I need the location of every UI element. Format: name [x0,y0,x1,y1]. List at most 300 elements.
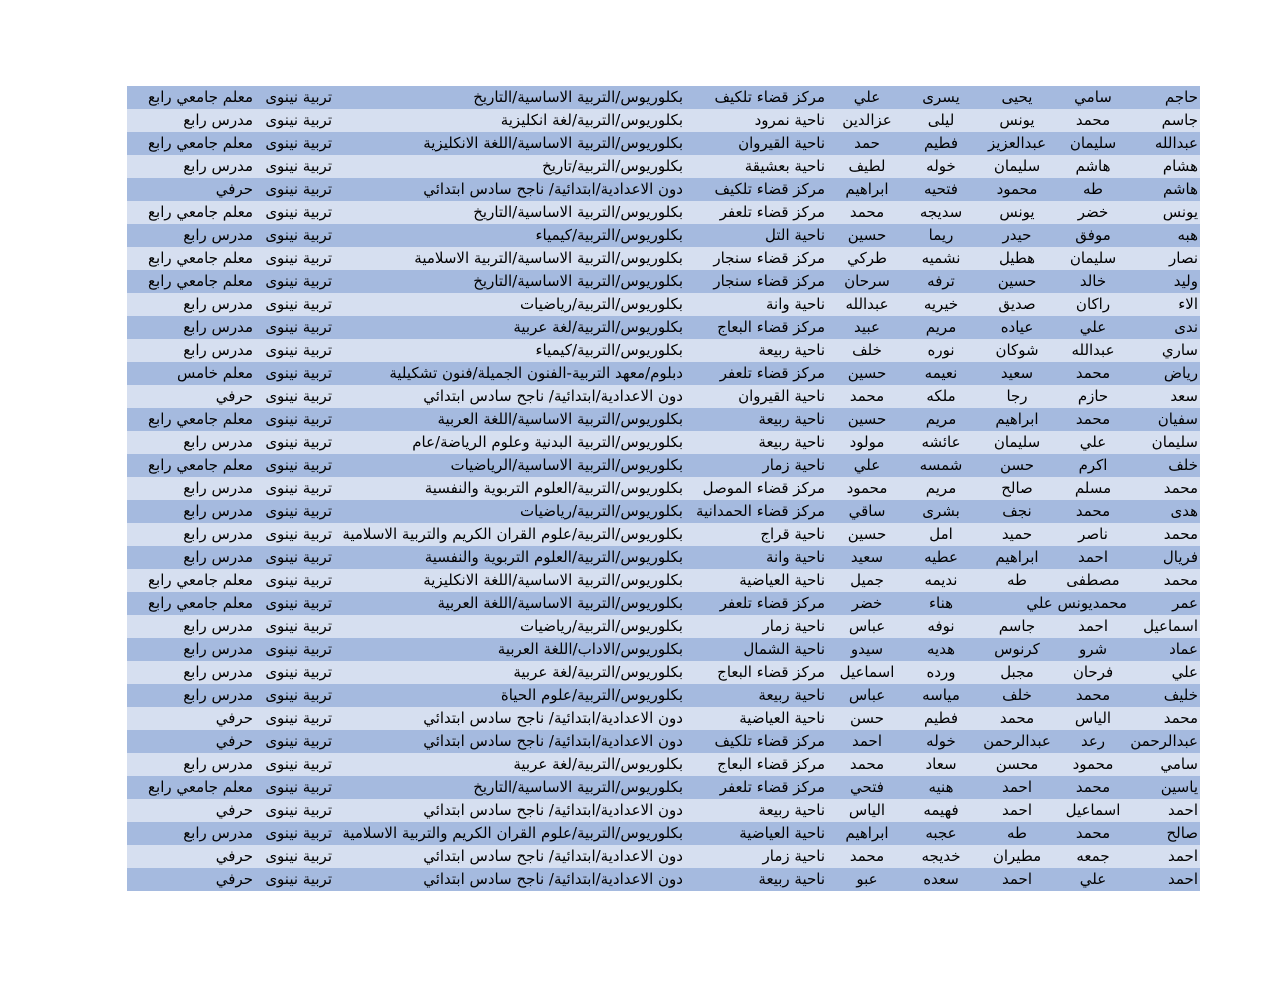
table-cell: بكلوريوس/التربية/لغة عربية [513,663,683,681]
table-cell: صالح [1166,824,1198,842]
table-cell: مركز قضاء تلعفر [719,364,825,382]
table-cell: يونس [1162,203,1198,221]
table-cell: محمد [849,847,885,865]
table-row [127,201,1200,224]
table-cell: سيدو [850,640,884,658]
table-cell: هاشم [1162,180,1198,198]
table-cell: مركز قضاء تلعفر [719,203,825,221]
table-cell: بكلوريوس/التربية/علوم الحياة [500,686,683,704]
table-cell: محسن [995,755,1039,773]
table-cell: بكلوريوس/التربية الاساسية/اللغة الانكليزية [423,571,683,589]
table-cell: حميد [1001,525,1033,543]
table-cell: ناحية القيروان [738,134,825,152]
table-cell: حاجم [1164,88,1198,106]
table-cell: خلف [1002,686,1032,704]
table-cell: محمديونس علي [1026,594,1127,612]
table-cell: وليد [1173,272,1198,290]
table-cell: ناحية العياضية [739,709,825,727]
table-cell: احمد [1002,778,1032,796]
table-cell: فتحي [850,778,884,796]
table-cell: سامي [1074,88,1112,106]
table-cell: بكلوريوس/التربية الاساسية/الرياضيات [450,456,683,474]
table-cell: مريم [925,410,957,428]
table-cell: رجا [1006,387,1028,405]
table-cell: صديق [998,295,1036,313]
table-cell: محمد [1075,410,1111,428]
table-row [127,845,1200,868]
table-row [127,546,1200,569]
table-cell: بكلوريوس/التربية الاساسية/اللغة الانكليزية [423,134,683,152]
table-cell: تربية نينوى [265,157,332,175]
table-cell: معلم جامعي رابع [148,134,253,152]
table-cell: ناحية زمار [762,847,825,865]
table-row [127,431,1200,454]
table-cell: ناحية العياضية [739,824,825,842]
table-cell: دون الاعدادية/ابتدائية/ ناجح سادس ابتدائي [423,180,683,198]
table-cell: مدرس رابع [183,226,253,244]
table-cell: علي [853,88,881,106]
table-cell: محمود [1072,755,1114,773]
table-cell: مياسه [922,686,960,704]
table-cell: ريما [928,226,954,244]
table-cell: مدرس رابع [183,157,253,175]
table-cell: رياض [1163,364,1198,382]
table-cell: اسماعيل [1065,801,1121,819]
table-row [127,224,1200,247]
table-cell: ملكه [926,387,956,405]
table-cell: حرفي [215,709,253,727]
table-cell: تربية نينوى [265,824,332,842]
table-cell: بكلوريوس/التربية/كيمياء [535,226,683,244]
table-cell: هنيه [928,778,954,796]
table-cell: هناء [928,594,954,612]
table-cell: نجف [1002,502,1032,520]
table-cell: تربية نينوى [265,226,332,244]
table-cell: تربية نينوى [265,341,332,359]
table-cell: سليمان [993,157,1041,175]
table-row [127,615,1200,638]
table-cell: مدرس رابع [183,479,253,497]
table-row [127,408,1200,431]
table-cell: بكلوريوس/التربية الاساسية/اللغة العربية [437,410,683,428]
table-cell: ابراهيم [995,410,1039,428]
table-cell: تربية نينوى [265,640,332,658]
table-cell: خضر [1077,203,1109,221]
table-cell: بكلوريوس/التربية/علوم القران الكريم والتربية الاسلامية [342,824,683,842]
table-cell: تربية نينوى [265,870,332,888]
table-cell: عبو [856,870,878,888]
table-cell: عبدالعزيز [987,134,1047,152]
table-cell: بكلوريوس/التربية/لغة عربية [513,755,683,773]
table-row [127,155,1200,178]
table-cell: مدرس رابع [183,433,253,451]
table-cell: عبدالرحمن [983,732,1051,750]
table-cell: معلم جامعي رابع [148,249,253,267]
table-cell: نديمه [924,571,958,589]
table-cell: معلم جامعي رابع [148,778,253,796]
table-cell: مطيران [992,847,1042,865]
table-cell: تربية نينوى [265,203,332,221]
table-cell: حسين [847,410,887,428]
table-cell: سرحان [844,272,890,290]
table-cell: دون الاعدادية/ابتدائية/ ناجح سادس ابتدائي [423,387,683,405]
table-cell: موفق [1075,226,1111,244]
table-cell: حرفي [215,801,253,819]
table-cell: بكلوريوس/التربية الاساسية/التاريخ [473,88,683,106]
table-cell: ناحية ربيعة [758,341,825,359]
table-cell: شمسه [919,456,963,474]
table-cell: مركز قضاء سنجار [713,249,825,267]
table-cell: خالد [1079,272,1107,290]
table-cell: جاسم [998,617,1036,635]
table-row [127,109,1200,132]
table-cell: فريال [1162,548,1198,566]
table-cell: عبدالله [1154,134,1198,152]
table-cell: مركز قضاء سنجار [713,272,825,290]
table-cell: ناحية زمار [762,456,825,474]
table-cell: سعد [1170,387,1198,405]
table-cell: ناحية العياضية [739,571,825,589]
table-cell: محمد [1075,502,1111,520]
table-cell: ناحية ربيعة [758,433,825,451]
table-cell: خلف [1168,456,1198,474]
table-cell: دبلوم/معهد التربية-الفنون الجميلة/فنون تشكيلية [389,364,683,382]
table-row [127,316,1200,339]
table-cell: معلم خامس [177,364,253,382]
table-row [127,638,1200,661]
table-cell: ساقي [848,502,886,520]
table-cell: هديه [926,640,955,658]
table-cell: لطيف [848,157,886,175]
table-cell: هطيل [998,249,1036,267]
table-cell: تربية نينوى [265,180,332,198]
table-row [127,523,1200,546]
table-cell: مدرس رابع [183,318,253,336]
table-cell: عزالدين [842,111,892,129]
table-cell: معلم جامعي رابع [148,571,253,589]
table-row [127,661,1200,684]
table-row [127,362,1200,385]
table-cell: محمد [1075,778,1111,796]
table-cell: تربية نينوى [265,778,332,796]
table-cell: مركز قضاء تلعفر [719,594,825,612]
table-cell: ناحية التل [765,226,825,244]
table-cell: صالح [1001,479,1033,497]
table-row [127,178,1200,201]
table-row [127,477,1200,500]
table-cell: حرفي [215,732,253,750]
table-row [127,684,1200,707]
table-cell: ساري [1161,341,1198,359]
table-cell: جاسم [1161,111,1198,129]
table-cell: هبه [1177,226,1198,244]
table-cell: بكلوريوس/التربية/لغة انكليزية [500,111,683,129]
table-cell: تربية نينوى [265,755,332,773]
table-cell: بكلوريوس/التربية/رياضيات [520,617,683,635]
table-cell: حسين [847,226,887,244]
table-cell: حسين [847,525,887,543]
table-row [127,730,1200,753]
table-cell: تربية نينوى [265,387,332,405]
table-cell: علي [1079,318,1107,336]
table-cell: دون الاعدادية/ابتدائية/ ناجح سادس ابتدائي [423,732,683,750]
table-cell: مركز قضاء البعاج [717,755,825,773]
table-cell: يحيى [1001,88,1033,106]
table-row [127,339,1200,362]
table-cell: محمد [1075,364,1111,382]
table-row [127,569,1200,592]
table-cell: معلم جامعي رابع [148,203,253,221]
table-cell: ناحية ربيعة [758,801,825,819]
table-cell: بكلوريوس/التربية/لغة عربية [513,318,683,336]
table-cell: محمد [1075,111,1111,129]
table-cell: محمد [849,387,885,405]
table-cell: مركز قضاء تلكيف [714,732,825,750]
table-cell: تربية نينوى [265,709,332,727]
table-cell: تربية نينوى [265,847,332,865]
table-cell: حرفي [215,847,253,865]
table-cell: مدرس رابع [183,640,253,658]
table-row [127,247,1200,270]
table-cell: طه [1007,571,1027,589]
table-cell: تربية نينوى [265,686,332,704]
table-cell: خليف [1163,686,1198,704]
table-cell: مصطفى [1066,571,1120,589]
table-cell: ناحية القيروان [738,387,825,405]
table-cell: احمد [1002,801,1032,819]
table-cell: دون الاعدادية/ابتدائية/ ناجح سادس ابتدائي [423,870,683,888]
table-cell: محمد [1163,525,1198,543]
table-cell: مريم [925,318,957,336]
table-cell: فطيم [924,134,958,152]
table-cell: احمد [1168,847,1198,865]
table-cell: ناحية الشمال [743,640,825,658]
table-cell: عطيه [924,548,958,566]
table-cell: خوله [926,157,956,175]
table-cell: بكلوريوس/التربية/كيمياء [535,341,683,359]
table-cell: تربية نينوى [265,548,332,566]
table-cell: اكرم [1078,456,1108,474]
table-cell: حرفي [215,387,253,405]
table-cell: حازم [1077,387,1109,405]
table-cell: نوفه [927,617,955,635]
table-row [127,500,1200,523]
table-cell: ناحية زمار [762,617,825,635]
table-cell: حسين [997,272,1037,290]
table-cell: علي [1171,663,1198,681]
table-cell: رعد [1080,732,1106,750]
table-cell: دون الاعدادية/ابتدائية/ ناجح سادس ابتدائي [423,847,683,865]
table-row [127,776,1200,799]
table-cell: فتحيه [924,180,958,198]
table-cell: عبدالله [1071,341,1115,359]
table-cell: تربية نينوى [265,801,332,819]
table-cell: تربية نينوى [265,364,332,382]
table-cell: خديجه [921,847,961,865]
table-cell: الياس [848,801,886,819]
table-cell: مدرس رابع [183,663,253,681]
table-cell: مدرس رابع [183,617,253,635]
table-cell: علي [1079,870,1107,888]
table-cell: ناحية ربيعة [758,410,825,428]
table-cell: محمد [1163,479,1198,497]
table-cell: مركز قضاء البعاج [717,318,825,336]
table-row [127,822,1200,845]
table-row [127,707,1200,730]
table-cell: محمد [1163,709,1198,727]
table-cell: معلم جامعي رابع [148,594,253,612]
table-cell: عبدالله [845,295,889,313]
table-cell: فهيمه [923,801,959,819]
table-cell: ناحية نمرود [754,111,825,129]
table-cell: عجبه [925,824,957,842]
table-row [127,86,1200,109]
table-cell: ناحية بعشيقة [744,157,825,175]
table-cell: تربية نينوى [265,525,332,543]
table-cell: محمد [849,203,885,221]
table-cell: سليمان [1069,249,1117,267]
table-cell: عياده [1000,318,1034,336]
table-cell: تربية نينوى [265,433,332,451]
table-cell: شوكان [995,341,1039,359]
table-cell: مدرس رابع [183,755,253,773]
table-cell: ترفه [927,272,955,290]
spreadsheet-table [127,86,1200,891]
table-cell: مركز قضاء البعاج [717,663,825,681]
table-cell: مريم [925,479,957,497]
table-cell: نوره [927,341,955,359]
table-cell: الاء [1178,295,1198,313]
table-cell: مركز قضاء الموصل [702,479,825,497]
table-cell: دون الاعدادية/ابتدائية/ ناجح سادس ابتدائي [423,801,683,819]
table-cell: مدرس رابع [183,824,253,842]
table-cell: تربية نينوى [265,479,332,497]
table-cell: الياس [1074,709,1112,727]
table-cell: سعاد [925,755,957,773]
table-cell: محمد [849,755,885,773]
table-cell: سليمان [993,433,1041,451]
table-cell: طه [1083,180,1103,198]
table-cell: شرو [1078,640,1108,658]
table-cell: مدرس رابع [183,341,253,359]
table-cell: احمد [852,732,882,750]
table-row [127,293,1200,316]
table-cell: حمد [854,134,880,152]
table-cell: ناحية ربيعة [758,686,825,704]
table-cell: تربية نينوى [265,502,332,520]
table-cell: مدرس رابع [183,686,253,704]
table-cell: سامي [1160,755,1198,773]
table-cell: ابراهيم [845,180,889,198]
table-cell: جميل [850,571,884,589]
table-cell: ورده [926,663,956,681]
table-cell: سديجه [919,203,963,221]
table-cell: اسماعيل [839,663,895,681]
table-cell: محمود [846,479,888,497]
table-cell: تربية نينوى [265,732,332,750]
table-cell: علي [1079,433,1107,451]
table-cell: بكلوريوس/التربية/العلوم التربوية والنفسية [424,479,683,497]
table-cell: خلف [852,341,882,359]
table-cell: تربية نينوى [265,663,332,681]
table-cell: تربية نينوى [265,272,332,290]
table-cell: طركي [847,249,887,267]
table-cell: عبدالرحمن [1130,732,1198,750]
table-cell: مركز قضاء تلكيف [714,88,825,106]
table-cell: هاشم [1075,157,1111,175]
table-cell: مدرس رابع [183,111,253,129]
table-cell: عمر [1172,594,1198,612]
table-cell: فطيم [924,709,958,727]
table-cell: معلم جامعي رابع [148,410,253,428]
table-cell: دون الاعدادية/ابتدائية/ ناجح سادس ابتدائي [423,709,683,727]
table-cell: بكلوريوس/التربية الاساسية/التاريخ [473,272,683,290]
table-cell: هشام [1162,157,1198,175]
table-cell: بكلوريوس/التربية/رياضيات [520,502,683,520]
table-cell: احمد [1168,870,1198,888]
table-cell: احمد [1078,548,1108,566]
table-cell: عباس [848,686,886,704]
table-cell: عماد [1169,640,1198,658]
table-cell: ليلى [927,111,955,129]
table-cell: خوله [926,732,956,750]
table-cell: فرحان [1072,663,1114,681]
table-cell: حسن [849,709,885,727]
table-cell: كرنوس [994,640,1040,658]
table-cell: هدى [1170,502,1198,520]
table-cell: سعيد [1000,364,1034,382]
table-cell: محمد [1163,571,1198,589]
table-row [127,592,1200,615]
table-cell: خضر [851,594,883,612]
table-cell: مدرس رابع [183,548,253,566]
table-cell: عائشه [921,433,961,451]
table-cell: تربية نينوى [265,249,332,267]
table-cell: تربية نينوى [265,111,332,129]
table-cell: ناحية وانة [766,548,825,566]
table-cell: مدرس رابع [183,502,253,520]
table-cell: ابراهيم [995,548,1039,566]
table-cell: مولود [849,433,885,451]
table-cell: تربية نينوى [265,88,332,106]
table-cell: معلم جامعي رابع [148,456,253,474]
table-cell: مركز قضاء الحمدانية [696,502,825,520]
table-cell: بكلوريوس/التربية البدنية وعلوم الرياضة/عام [412,433,683,451]
table-cell: سعيد [850,548,884,566]
table-cell: سليمان [1069,134,1117,152]
table-row [127,270,1200,293]
table-cell: معلم جامعي رابع [148,88,253,106]
table-cell: مدرس رابع [183,525,253,543]
table-cell: محمد [1075,824,1111,842]
table-cell: تربية نينوى [265,295,332,313]
table-cell: علي [853,456,881,474]
table-cell: نعيمه [924,364,958,382]
table-cell: بكلوريوس/التربية/علوم القران الكريم والتربية الاسلامية [342,525,683,543]
table-cell: مدرس رابع [183,295,253,313]
table-cell: سليمان [1151,433,1198,451]
table-cell: احمد [1002,870,1032,888]
table-cell: حيدر [1002,226,1032,244]
table-cell: عبيد [854,318,880,336]
table-cell: محمد [1075,686,1111,704]
table-cell: طه [1007,824,1027,842]
table-cell: حرفي [215,870,253,888]
table-cell: خيريه [923,295,959,313]
table-cell: بكلوريوس/التربية الاساسية/التربية الاسلامية [414,249,683,267]
table-cell: احمد [1168,801,1198,819]
table-cell: راكان [1075,295,1111,313]
